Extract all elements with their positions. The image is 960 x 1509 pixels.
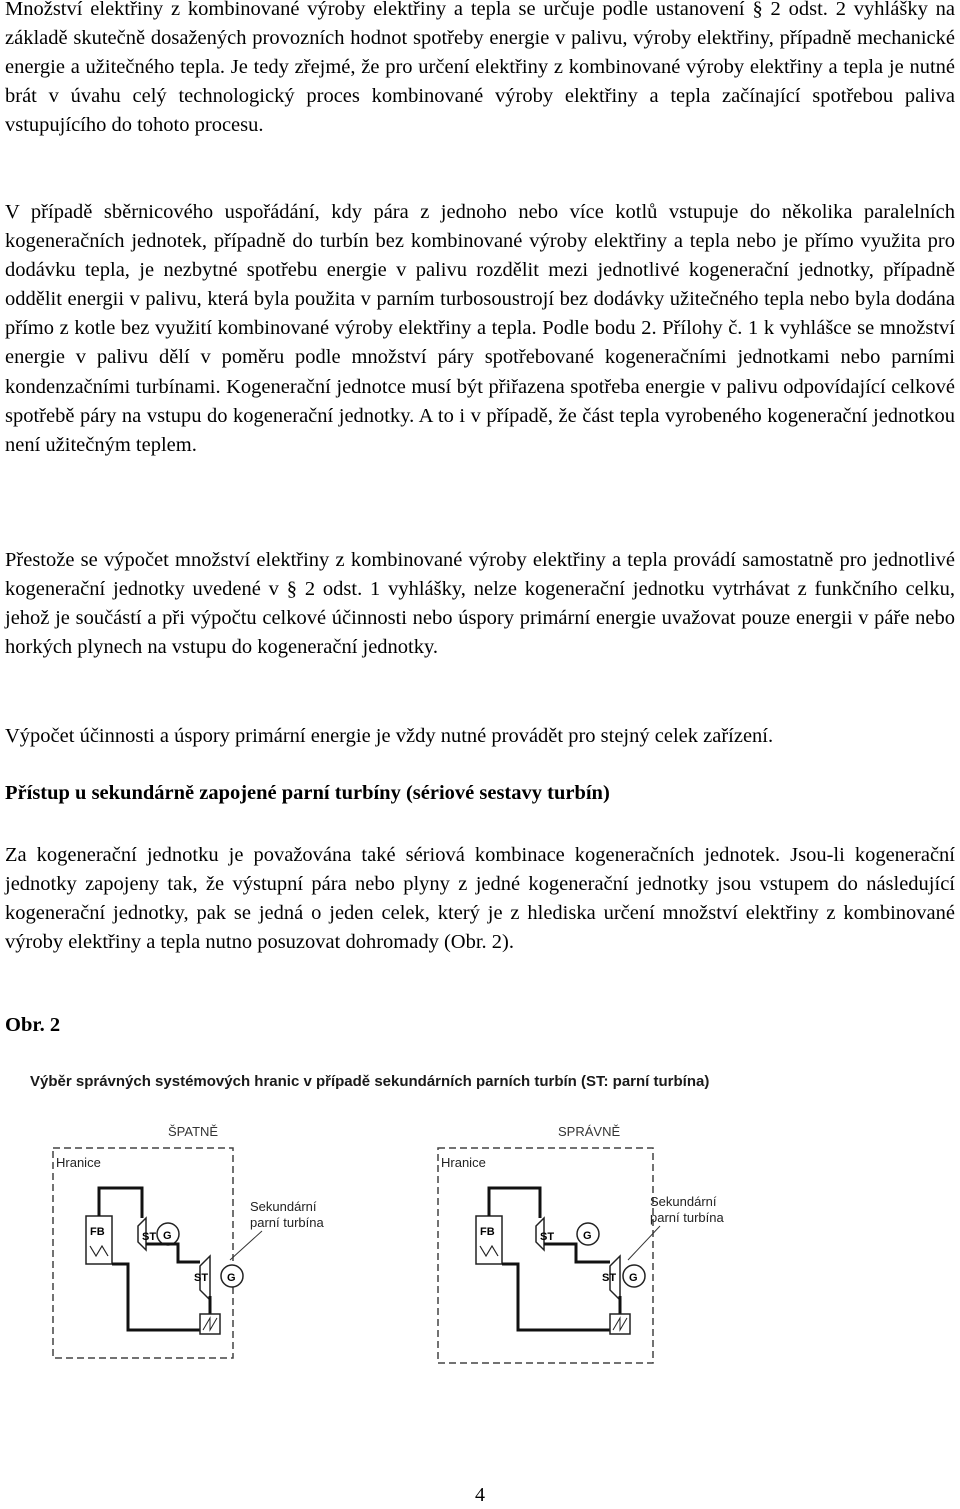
steam-line-correct xyxy=(489,1188,540,1218)
figure-caption: Obr. 2 xyxy=(5,1014,61,1036)
boiler-label-wrong: FB xyxy=(90,1226,105,1238)
turbine1-label-wrong: ST xyxy=(142,1231,157,1243)
turbine1-label-correct: ST xyxy=(540,1231,555,1243)
secondary-turbine-label-wrong-2: parní turbína xyxy=(250,1215,324,1230)
panel-correct xyxy=(438,1124,724,1363)
generator2-label-wrong: G xyxy=(227,1272,236,1284)
figure-title: Výběr správných systémových hranic v případě sekundárních parních turbín (ST: parní turbína) xyxy=(30,1073,710,1090)
figure-system-boundaries xyxy=(28,1068,938,1468)
boundary-label-wrong: Hranice xyxy=(56,1155,101,1170)
section-heading: Přístup u sekundárně zapojené parní turbíny (sériové sestavy turbín) xyxy=(5,782,610,804)
pointer-line-wrong xyxy=(230,1231,262,1260)
paragraph-2: V případě sběrnicového uspořádání, kdy pára z jednoho nebo více kotlů vstupuje do několika paralelních kogeneračních jednotek, případně do turbín bez kombinované výroby elektřiny a tepla nebo je přímo využita pro dodávku tepla, je nezbytné spotřebu energie v palivu rozdělit mezi jednotlivé kogenerační jednotky, případně oddělit energii v palivu, která byla použita v parním turbosoustrojí bez dodávky užitečného tepla nebo byla dodána přímo z kotle bez využití kombinované výroby elektřiny a tepla. Podle bodu 2. Přílohy č. 1 k vyhlášce se množství energie v palivu dělí v poměru podle množství páry spotřebované kogeneračními jednotkami nebo parními kondenzačními turbínami. Kogenerační jednotce musí být přiřazena spotřeba energie v palivu odpovídající celkové spotřebě páry na vstupu do kogenerační jednotky. A to i v případě, že část tepla vyrobeného kogenerační jednotkou není užitečným teplem. xyxy=(5,201,955,456)
boiler-wrong xyxy=(86,1216,112,1264)
panel-wrong xyxy=(53,1124,324,1358)
steam-line2-wrong xyxy=(146,1244,200,1262)
panel-wrong-header: ŠPATNĚ xyxy=(168,1124,219,1139)
panel-correct-header: SPRÁVNĚ xyxy=(558,1124,621,1139)
paragraph-5: Za kogenerační jednotku je považována také sériová kombinace kogeneračních jednotek. Jsou-li kogenerační jednotky zapojeny tak, že výstupní pára nebo plyny z jedné kogenerační jednotky jsou vstupem do následující kogenerační jednotky, pak se jedná o jeden celek, který je z hlediska určení množství elektřiny z kombinované výroby elektřiny a tepla nutno posuzovat dohromady (Obr. 2). xyxy=(5,844,955,954)
turbine2-label-wrong: ST xyxy=(194,1272,209,1284)
pointer-line-correct xyxy=(628,1226,660,1260)
paragraph-4: Výpočet účinnosti a úspory primární energie je vždy nutné provádět pro stejný celek zařízení. xyxy=(5,725,774,747)
generator1-label-correct: G xyxy=(583,1230,592,1242)
paragraph-3: Přestože se výpočet množství elektřiny z kombinované výroby elektřiny a tepla provádí samostatně pro jednotlivé kogenerační jednotky uvedené v § 2 odst. 1 vyhlášky, nelze kogenerační jednotku vytrhávat z funkčního celku, jehož je součástí a při výpočtu celkové účinnosti nebo úspory primární energie uvažovat pouze energii v páře nebo horkých plynech na vstupu do kogenerační jednotky. xyxy=(5,549,955,659)
secondary-turbine-label-wrong-1: Sekundární xyxy=(250,1199,317,1214)
steam-line2-correct xyxy=(544,1244,610,1262)
generator2-label-correct: G xyxy=(629,1272,638,1284)
secondary-turbine-label-correct-2: parní turbína xyxy=(650,1210,724,1225)
page-number: 4 xyxy=(475,1484,485,1506)
turbine2-label-correct: ST xyxy=(602,1272,617,1284)
generator1-label-wrong: G xyxy=(163,1230,172,1242)
boiler-label-correct: FB xyxy=(480,1226,495,1238)
boiler-correct xyxy=(476,1216,502,1264)
steam-line-wrong xyxy=(99,1188,142,1218)
boundary-label-correct: Hranice xyxy=(441,1155,486,1170)
paragraph-1: Množství elektřiny z kombinované výroby elektřiny a tepla se určuje podle ustanovení § 2 odst. 2 vyhlášky na základě skutečně dosažených provozních hodnot spotřeby energie v palivu, výroby elektřiny, případně mechanické energie a užitečného tepla. Je tedy zřejmé, že pro určení elektřiny z kombinované výroby elektřiny a tepla je nutné brát v úvahu celý technologický proces kombinované výroby elektřiny a tepla začínající spotřebou paliva vstupujícího do tohoto procesu. xyxy=(5,0,955,137)
secondary-turbine-label-correct-1: Sekundární xyxy=(650,1194,717,1209)
